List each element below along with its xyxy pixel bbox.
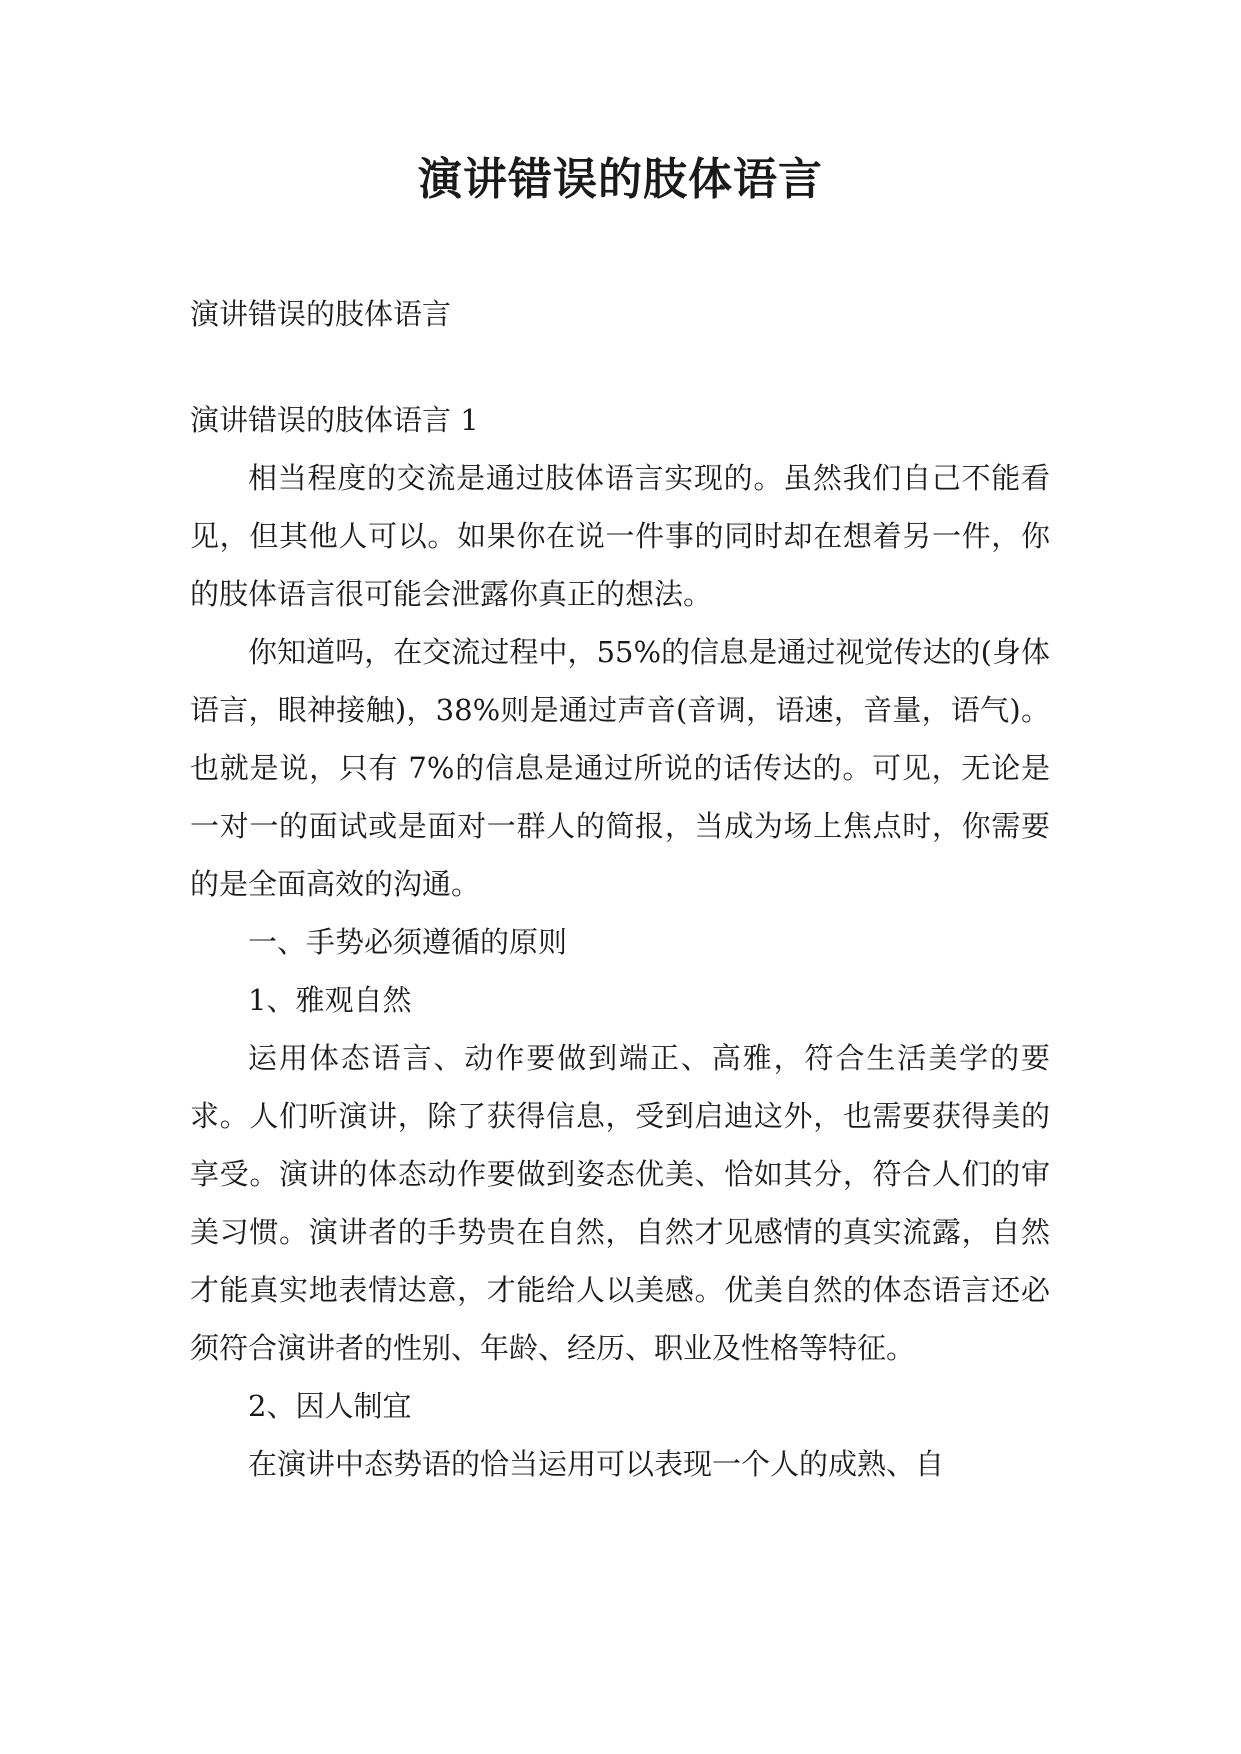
- paragraph: 在演讲中态势语的恰当运用可以表现一个人的成熟、自: [248, 1447, 945, 1481]
- document-subtitle: 演讲错误的肢体语言: [190, 297, 452, 331]
- section-heading: 演讲错误的肢体语言 1: [190, 403, 479, 437]
- document-body: [190, 285, 1050, 1493]
- paragraph: 相当程度的交流是通过肢体语言实现的。虽然我们自己不能看见，但其他人可以。如果你在说一件事的同时却在想着另一件，你的肢体语言很可能会泄露你真正的想法。: [190, 461, 1050, 611]
- subheading: 2、因人制宜: [248, 1389, 412, 1423]
- paragraph: 你知道吗，在交流过程中，55%的信息是通过视觉传达的(身体语言，眼神接触)，38%则是通过声音(音调，语速，音量，语气)。也就是说，只有 7%的信息是通过所说的话传达的。可见，无论是一对一的面试或是面对一群人的简报，当成为场上焦点时，你需要的是全面高效的沟通。: [190, 635, 1050, 901]
- subheading: 1、雅观自然: [248, 983, 412, 1017]
- paragraph: 运用体态语言、动作要做到端正、高雅，符合生活美学的要求。人们听演讲，除了获得信息，受到启迪这外，也需要获得美的享受。演讲的体态动作要做到姿态优美、恰如其分，符合人们的审美习惯。演讲者的手势贵在自然，自然才见感情的真实流露，自然才能真实地表情达意，才能给人以美感。优美自然的体态语言还必须符合演讲者的性别、年龄、经历、职业及性格等特征。: [190, 1041, 1050, 1365]
- document-title: 演讲错误的肢体语言: [418, 154, 823, 205]
- subheading: 一、手势必须遵循的原则: [248, 925, 568, 959]
